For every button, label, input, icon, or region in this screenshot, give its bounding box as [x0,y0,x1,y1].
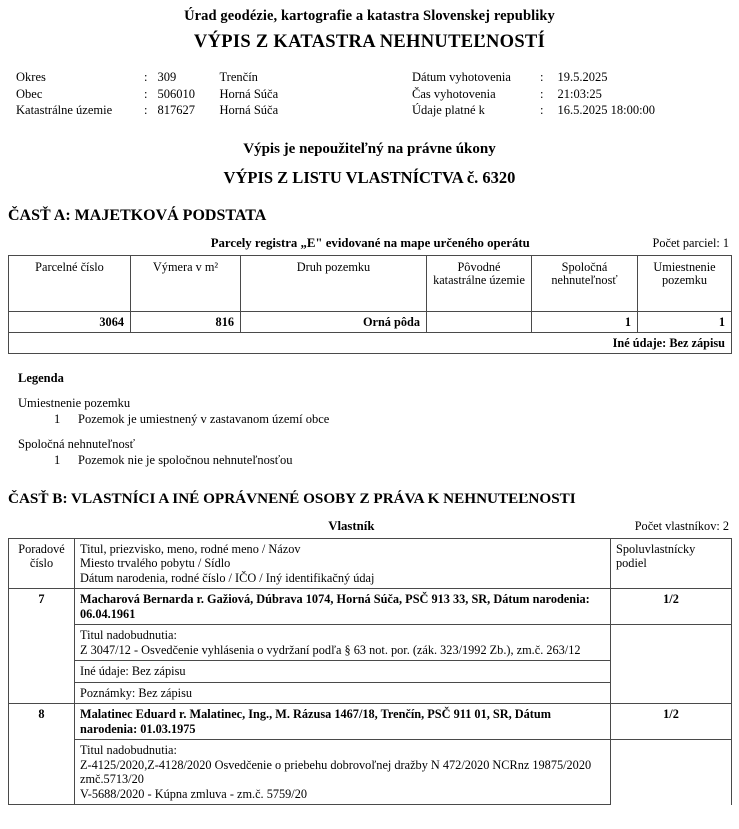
colon-datum-vyhotovenia: : [540,70,544,84]
col-owner-desc-line3: Dátum narodenia, rodné číslo / IČO / Iný identifikačný údaj [80,570,375,585]
label-okres: Okres [16,70,46,84]
metadata-right-column [390,69,655,119]
value-obec: Horná Súča [219,86,279,101]
parcels-header-row [9,255,732,311]
table-row [9,589,732,625]
label-obec: Obec [16,86,43,101]
value-katastralne-uzemie: Horná Súča [219,103,279,117]
legend-item [54,452,731,468]
owner-acquisition-title [75,625,611,661]
acquisition-label: Titul nadobudnutia: [80,743,177,757]
col-order-number-line1: Poradové [18,541,65,556]
cell-area: 816 [131,311,241,332]
col-land-type: Druh pozemku [241,255,427,311]
owners-table [8,538,732,806]
value-okres: Trenčín [219,70,258,84]
acquisition-line: V-5688/2020 - Kúpna zmluva - zm.č. 5759/20 [80,786,307,801]
label-datum-vyhotovenia: Dátum vyhotovenia [412,70,511,84]
document-title: VÝPIS Z KATASTRA NEHNUTEĽNOSTÍ [193,32,546,52]
value-udaje-platne-k: 16.5.2025 18:00:00 [557,103,656,117]
legend-item-text: Pozemok je umiestnený v zastavanom území obce [78,411,330,426]
metadata-right-colons [530,69,543,119]
table-row [9,682,732,704]
label-udaje-platne-k: Údaje platné k [412,103,485,117]
metadata-right-values [543,69,655,119]
owner-other-data: Iné údaje: Bez zápisu [75,661,611,683]
legend-item-key: 1 [54,452,61,467]
owner-notes: Poznámky: Bez zápisu [75,682,611,704]
col-order-number [9,538,75,589]
acquisition-label: Titul nadobudnutia: [80,628,177,642]
parcel-count: Počet parciel: 1 [652,235,729,250]
part-b-subheader [8,519,731,534]
colon-obec: : [144,86,148,101]
owner-order-number: 7 [9,589,75,704]
authority-heading: Úrad geodézie, kartografie a katastra Slovenskej republiky [184,8,555,24]
code-obec: 506010 [157,86,195,101]
legend-heading: Legenda [18,370,64,385]
col-parcel-number: Parcelné číslo [9,255,131,311]
colon-cas-vyhotovenia: : [540,86,544,101]
acquisition-line: Z-4125/2020,Z-4128/2020 Osvedčenie o priebehu dobrovoľnej dražby N 472/2020 NCRnz 19875/2020 [80,757,592,772]
value-cas-vyhotovenia: 21:03:25 [557,86,602,101]
cell-parcel-number: 3064 [9,311,131,332]
metadata-left-codes [147,69,205,119]
col-share-line1: Spoluvlastnícky [616,541,696,556]
col-share [611,538,732,589]
label-katastralne-uzemie: Katastrálne územie [16,103,113,117]
table-row [9,704,732,740]
owner-order-number: 8 [9,704,75,805]
part-a-subheader [8,236,731,251]
header-metadata [8,69,731,119]
metadata-left-colons [134,69,147,119]
owner-share-spacer [611,661,732,683]
legend-group-common-property [18,436,731,468]
part-a-subtitle: Parcely registra „E" evidované na mape určeného operátu [210,235,530,250]
owner-share-spacer [611,625,732,661]
table-row [9,740,732,805]
legend-item-text: Pozemok nie je spoločnou nehnuteľnosťou [78,452,293,467]
col-owner-desc-line1: Titul, priezvisko, meno, rodné meno / Názov [80,541,301,556]
parcels-note-row [9,332,732,353]
owner-name: Macharová Bernarda r. Gažiová, Dúbrava 1074, Horná Súča, PSČ 913 33, SR, Dátum narodenia: 06.04.1961 [75,589,611,625]
col-share-line2: podiel [616,556,647,570]
table-row [9,625,732,661]
owners-header-row [9,538,732,589]
table-row [9,311,732,332]
ownership-sheet-title: VÝPIS Z LISTU VLASTNÍCTVA č. 6320 [223,167,516,187]
cell-common-property: 1 [532,311,638,332]
legend-group-title: Spoločná nehnuteľnosť [18,436,135,451]
value-datum-vyhotovenia: 19.5.2025 [557,70,608,84]
metadata-right-labels [412,69,530,119]
part-b-subtitle: Vlastník [328,518,375,533]
owner-share: 1/2 [611,589,732,625]
col-area: Výmera v m² [131,255,241,311]
col-order-number-line2: číslo [29,556,54,570]
legend-item [54,411,731,427]
unusable-statement: Výpis je nepoužiteľný na právne úkony [243,140,496,157]
legend-group-placement [18,395,731,427]
acquisition-line: zmč.5713/20 [80,772,144,786]
metadata-left-values [205,69,278,119]
metadata-left-column [8,69,390,119]
colon-okres: : [144,70,148,84]
legend-group-title: Umiestnenie pozemku [18,395,131,410]
cell-original-cadastral [427,311,532,332]
part-b-heading: ČASŤ B: VLASTNÍCI A INÉ OPRÁVNENÉ OSOBY Z PRÁVA K NEHNUTEĽNOSTI [8,489,576,507]
col-common-property: Spoločná nehnuteľnosť [532,255,638,311]
owner-name: Malatinec Eduard r. Malatinec, Ing., M. Rázusa 1467/18, Trenčín, PSČ 911 01, SR, Dátum narodenia: 01.03.1975 [75,704,611,740]
cell-land-type: Orná pôda [241,311,427,332]
table-row [9,661,732,683]
label-cas-vyhotovenia: Čas vyhotovenia [412,86,496,101]
part-a-heading: ČASŤ A: MAJETKOVÁ PODSTATA [8,206,267,224]
owner-share: 1/2 [611,704,732,740]
parcels-table [8,255,732,354]
code-okres: 309 [157,70,177,84]
col-owner-desc-line2: Miesto trvalého pobytu / Sídlo [80,556,231,570]
colon-udaje-platne-k: : [540,103,544,117]
cell-placement: 1 [638,311,732,332]
acquisition-line: Z 3047/12 - Osvedčenie vyhlásenia o vydržaní podľa § 63 not. por. (zák. 323/1992 Zb.), zm.č. 263/12 [80,642,581,657]
owner-count: Počet vlastníkov: 2 [634,518,729,533]
code-katastralne-uzemie: 817627 [157,103,195,117]
col-placement: Umiestnenie pozemku [638,255,732,311]
owner-share-spacer [611,740,732,805]
owner-share-spacer [611,682,732,704]
owner-acquisition-title [75,740,611,805]
metadata-left-labels [16,69,134,119]
col-owner-description [75,538,611,589]
parcels-note: Iné údaje: Bez zápisu [9,332,732,353]
col-original-cadastral: Pôvodné katastrálne územie [427,255,532,311]
colon-katastralne-uzemie: : [144,103,148,117]
legend-item-key: 1 [54,411,61,426]
